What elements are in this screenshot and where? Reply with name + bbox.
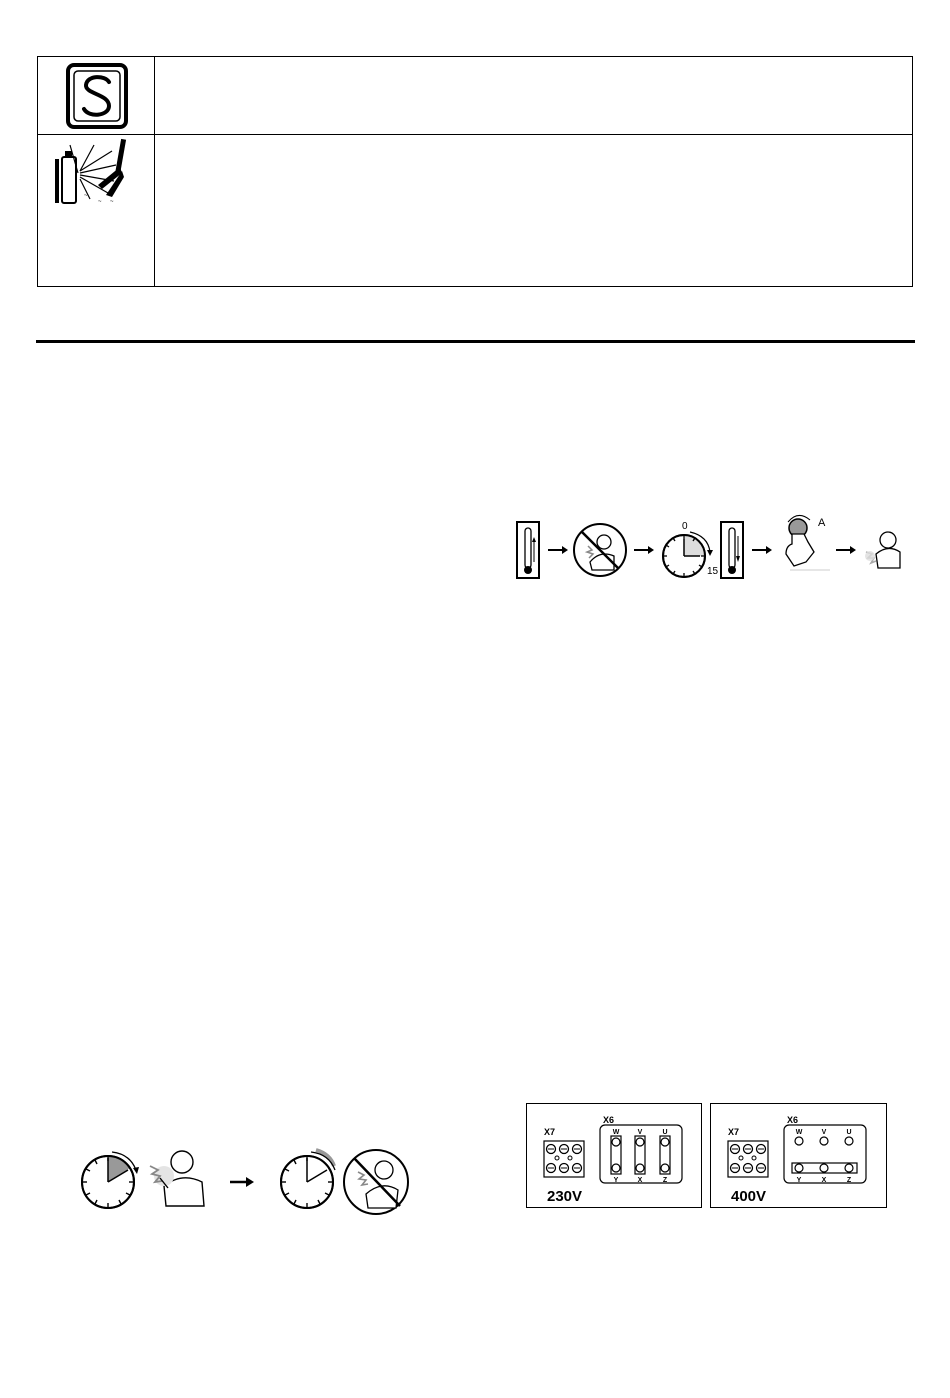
no-welding-icon: [344, 1150, 408, 1214]
terminal-w: W: [795, 1129, 803, 1136]
x6-label: X6: [787, 1115, 799, 1125]
welder-icon: [865, 532, 900, 568]
clock-icon: [281, 1150, 335, 1208]
voltage-panel-230v: [526, 1103, 702, 1208]
terminal-v: V: [821, 1129, 827, 1136]
svg-text:~: ~: [110, 199, 114, 205]
safety-row-s-symbol: [38, 57, 912, 135]
thermometer-falling-icon: [721, 522, 743, 578]
arrow-icon: [548, 546, 568, 554]
terminal-u: U: [846, 1129, 852, 1136]
x7-label: X7: [544, 1127, 556, 1137]
knob-label: A: [818, 517, 826, 529]
voltage-label: 400V: [731, 1188, 767, 1205]
svg-text:~: ~: [84, 193, 88, 199]
clock-end-label: 15: [707, 566, 719, 577]
x7-terminal-block: [544, 1141, 584, 1177]
terminal-v: V: [637, 1129, 643, 1136]
safety-table: [37, 56, 913, 287]
x7-terminal-block: [728, 1141, 768, 1177]
clock-icon: [82, 1152, 139, 1208]
arrow-icon: [230, 1177, 254, 1187]
terminal-z: Z: [846, 1177, 852, 1184]
welder-icon: [150, 1151, 204, 1206]
voltage-panel-400v: [710, 1103, 887, 1208]
clock-icon: [663, 532, 713, 577]
overheat-sequence-diagram: [510, 512, 910, 594]
table-divider: [154, 57, 155, 286]
voltage-label: 230V: [547, 1188, 583, 1205]
no-welding-icon: [574, 524, 626, 576]
terminal-w: W: [612, 1129, 620, 1136]
terminal-u: U: [662, 1129, 668, 1136]
terminal-y: Y: [796, 1177, 802, 1184]
clock-start-label: 0: [682, 521, 688, 532]
duty-cycle-diagram: [78, 1140, 418, 1222]
s-symbol-icon: [65, 62, 129, 130]
arrow-icon: [752, 546, 772, 554]
x6-label: X6: [603, 1115, 615, 1125]
terminal-x: X: [821, 1177, 827, 1184]
x7-label: X7: [728, 1127, 740, 1137]
arrow-icon: [836, 546, 856, 554]
section-divider: [36, 340, 915, 343]
gas-cylinder-explosion-icon: [50, 137, 142, 207]
svg-text:~: ~: [98, 199, 102, 205]
terminal-z: Z: [662, 1177, 668, 1184]
arrow-icon: [634, 546, 654, 554]
terminal-y: Y: [613, 1177, 619, 1184]
thermometer-rising-icon: [517, 522, 539, 578]
terminal-x: X: [637, 1177, 643, 1184]
